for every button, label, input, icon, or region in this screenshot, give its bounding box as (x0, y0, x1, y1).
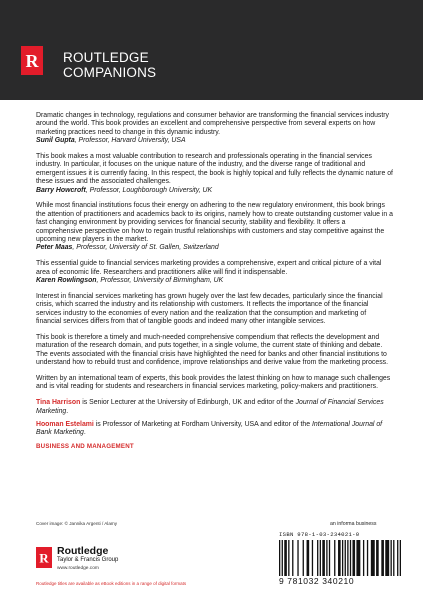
barcode-bar (334, 540, 335, 576)
barcode-bar (345, 540, 346, 576)
barcode-bar (303, 540, 304, 576)
endorser (36, 277, 393, 285)
endorsement-text: Dramatic changes in technology, regulations and consumer behavior are transforming the financial services industry around the world. This book provides an excellent and comprehensive perspective from several experts on how marketing practices need to change in this dynamic industry. (36, 112, 390, 136)
barcode-bar (350, 540, 351, 576)
endorser (36, 187, 393, 195)
description-paragraph: Interest in financial services marketing has grown hugely over the last few decades, particularly since the financial crisis, which scarred the industry and its relationship with customers. It reflects the importance of the financial services industry to the economies of every nation and the realization that the consumption and marketing of financial services differs from that of tangible goods and indeed many other intangible services. (36, 292, 383, 326)
barcode-bar (363, 540, 364, 576)
barcode-bar (292, 540, 293, 576)
cover-image-credit: Cover image: © Jannika Argenti / Alamy (36, 521, 118, 526)
endorser (36, 244, 393, 252)
barcode-bar (279, 540, 280, 576)
isbn-text: ISBN 978-1-03-234021-0 (279, 531, 360, 538)
barcode-bar (356, 540, 360, 576)
endorser-name: Karen Rowlingson (36, 277, 97, 285)
barcode-bar (338, 540, 341, 576)
barcode-digits: 9 781032 340210 (279, 576, 355, 586)
barcode-bar (352, 540, 355, 576)
series-title-line1: ROUTLEDGE (63, 50, 149, 65)
editor-name: Tina Harrison (36, 399, 81, 407)
editor-bio (36, 421, 393, 438)
publisher-subtitle: Taylor & Francis Group (57, 557, 119, 563)
routledge-companions-logo-icon (21, 46, 43, 75)
series-title (63, 50, 156, 80)
barcode (279, 540, 401, 576)
barcode-bar (317, 540, 318, 576)
editor-bio-text: is Senior Lecturer at the University of Edinburgh, UK and editor of the (80, 399, 296, 407)
informa-tagline: an informa business (330, 521, 377, 527)
endorser-affiliation: , Professor, Loughborough University, UK (85, 186, 213, 194)
barcode-bar (371, 540, 375, 576)
editor-journal: Journal of Financial Services Marketing (36, 399, 384, 415)
endorsement (36, 153, 393, 195)
barcode-bar (297, 540, 298, 576)
endorser-affiliation: , Professor, University of Birmingham, UK (96, 277, 224, 285)
endorser-name: Sunil Gupta (36, 137, 75, 145)
barcode-bar (385, 540, 389, 576)
endorser-name: Barry Howcroft (36, 186, 86, 194)
svg-text:R: R (25, 51, 39, 71)
barcode-bar (400, 540, 401, 576)
barcode-bar (288, 540, 289, 576)
barcode-bar (329, 540, 330, 576)
ebook-note: Routledge titles are available as eBook editions in a range of digital formats (36, 581, 187, 586)
editor-bio-text: is Professor of Marketing at Fordham University, USA and editor of the (93, 420, 312, 428)
editor-bio-end: . (66, 407, 69, 415)
description-paragraph: This book is therefore a timely and much-needed comprehensive compendium that reflects the development and maturation of the research domain, and puts together, in a single volume, the current state of thinking and debate. The events associated with the financial crisis have highlighted the need for banks and other financial institutions to understand how to rebuild trust and confidence, improve relationships and derive value from the marketing process. (36, 333, 388, 367)
barcode-bar (393, 540, 394, 576)
endorsement (36, 202, 393, 252)
description-paragraph: Written by an international team of experts, this book provides the latest thinking on how to manage such challenges and is vital reading for students and researchers in financial services marketing, policy-makers and practitioners. (36, 374, 391, 391)
barcode-bar (322, 540, 325, 576)
barcode-bar (347, 540, 348, 576)
barcode-bar (367, 540, 368, 576)
editor-journal: International Journal of Bank Marketing (36, 420, 383, 437)
endorser (36, 137, 393, 145)
barcode-bar (312, 540, 313, 576)
svg-text:R: R (39, 550, 49, 566)
barcode-bar (397, 540, 398, 576)
publisher-name: Routledge (57, 545, 109, 557)
endorsement-text: This book makes a most valuable contribution to research and professionals operating in the financial services industry. In particular, it focuses on the unique nature of the industry, and the diverse range of traditional and emergent issues it is currently facing. In this respect, the book is highly topical and fully reflects the dynamic nature of these issues and the associated challenges. (36, 153, 393, 186)
endorsement-text: This essential guide to financial services marketing provides a comprehensive, expert and critical picture of a vital area of economic life. Researchers and practitioners alike will find it indispensable. (36, 260, 382, 276)
routledge-logo-icon (36, 547, 52, 568)
series-title-line2: COMPANIONS (63, 65, 157, 80)
barcode-bar (391, 540, 392, 576)
blurb (36, 112, 393, 451)
barcode-bar (376, 540, 379, 576)
series-header (0, 0, 423, 100)
editor-bio-end: . (83, 429, 86, 437)
endorsement (36, 112, 393, 146)
barcode-bar (381, 540, 384, 576)
endorser-affiliation: , Professor, Harvard University, USA (74, 137, 186, 145)
publisher-url: www.routledge.com (57, 566, 99, 571)
endorser-name: Peter Maas (36, 244, 73, 252)
editor-bios (36, 399, 393, 438)
endorser-affiliation: , Professor, University of St. Gallen, Switzerland (72, 244, 219, 252)
editor-name: Hooman Estelami (36, 420, 94, 428)
editor-bio (36, 399, 393, 416)
barcode-bar (307, 540, 310, 576)
barcode-bar (282, 540, 283, 576)
barcode-bar (284, 540, 287, 576)
endorsement-text: While most financial institutions focus their energy on adhering to the new regulatory environment, this book brings the attention of practitioners and academics back to its origins, namely how to create outstanding customer value in a fast changing environment by providing services for financial security, stability and flexibility. It offers a comprehensive perspective on how to regain trustful relationships with customers and stay competitive against the upcoming new players in the market. (36, 202, 393, 244)
barcode-bar (326, 540, 327, 576)
barcode-bar (342, 540, 343, 576)
endorsement (36, 260, 393, 285)
subject-category: BUSINESS AND MANAGEMENT (36, 442, 134, 450)
barcode-bar (320, 540, 321, 576)
